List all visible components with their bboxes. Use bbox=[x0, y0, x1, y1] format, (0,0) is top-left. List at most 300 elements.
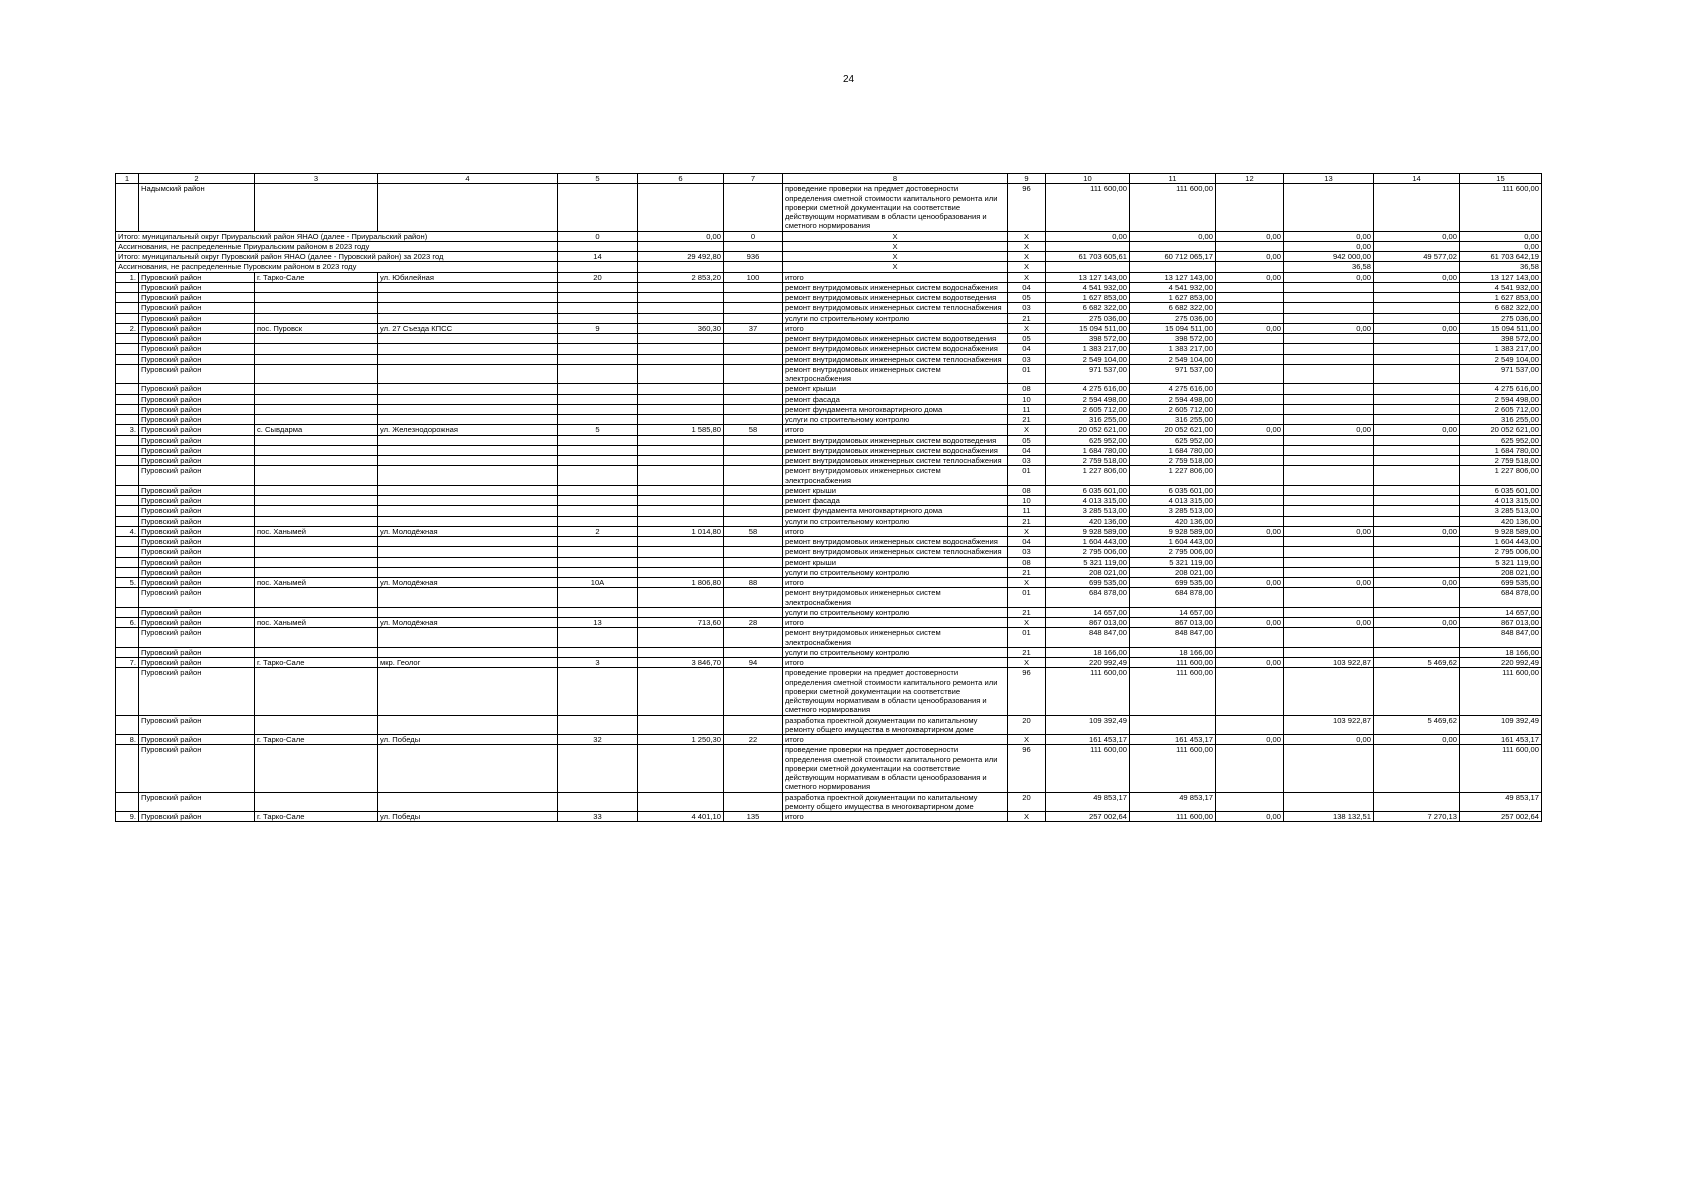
cell-c11: 111 600,00 bbox=[1130, 668, 1216, 715]
cell-c1: 5. bbox=[116, 578, 139, 588]
cell-c11: 14 657,00 bbox=[1130, 607, 1216, 617]
cell-c3 bbox=[255, 745, 378, 792]
cell-c2: Пуровский район bbox=[139, 425, 255, 435]
column-number: 5 bbox=[558, 174, 638, 184]
cell-c1 bbox=[116, 715, 139, 735]
column-number: 2 bbox=[139, 174, 255, 184]
cell-c12 bbox=[1216, 394, 1284, 404]
cell-c1: 6. bbox=[116, 618, 139, 628]
cell-c9: 01 bbox=[1008, 364, 1046, 384]
cell-c7 bbox=[724, 456, 783, 466]
cell-c7 bbox=[724, 415, 783, 425]
cell-c6 bbox=[638, 344, 724, 354]
cell-c8: ремонт крыши bbox=[783, 557, 1008, 567]
cell-c10: 867 013,00 bbox=[1046, 618, 1130, 628]
summary-cell-c11: 60 712 065,17 bbox=[1130, 252, 1216, 262]
cell-c10: 2 549 104,00 bbox=[1046, 354, 1130, 364]
cell-c3 bbox=[255, 354, 378, 364]
cell-c2: Пуровский район bbox=[139, 715, 255, 735]
cell-c9: 10 bbox=[1008, 496, 1046, 506]
cell-c13: 0,00 bbox=[1284, 578, 1374, 588]
cell-c10: 1 227 806,00 bbox=[1046, 466, 1130, 486]
cell-c2: Пуровский район bbox=[139, 607, 255, 617]
cell-c8: ремонт фасада bbox=[783, 394, 1008, 404]
cell-c13 bbox=[1284, 792, 1374, 812]
cell-c12 bbox=[1216, 456, 1284, 466]
cell-c10: 2 605 712,00 bbox=[1046, 404, 1130, 414]
cell-c15: 5 321 119,00 bbox=[1460, 557, 1542, 567]
cell-c2: Пуровский район bbox=[139, 658, 255, 668]
cell-c7 bbox=[724, 567, 783, 577]
cell-c11: 867 013,00 bbox=[1130, 618, 1216, 628]
cell-c14: 0,00 bbox=[1374, 526, 1460, 536]
cell-c1 bbox=[116, 628, 139, 648]
cell-c5 bbox=[558, 537, 638, 547]
cell-c9: X bbox=[1008, 323, 1046, 333]
cell-c12: 0,00 bbox=[1216, 812, 1284, 822]
cell-c1 bbox=[116, 485, 139, 495]
cell-c8: проведение проверки на предмет достоверности определения сметной стоимости капитального ремонта или проверки сметной документации на соответствие действующим нормативам в области ценообразования и сметного нормирования bbox=[783, 184, 1008, 231]
header-row bbox=[116, 174, 1542, 184]
cell-c11: 1 684 780,00 bbox=[1130, 445, 1216, 455]
cell-c11: 971 537,00 bbox=[1130, 364, 1216, 384]
column-number: 7 bbox=[724, 174, 783, 184]
cell-c5 bbox=[558, 668, 638, 715]
cell-c4 bbox=[378, 456, 558, 466]
cell-c3: г. Тарко-Сале bbox=[255, 658, 378, 668]
cell-c11: 111 600,00 bbox=[1130, 745, 1216, 792]
cell-c10: 316 255,00 bbox=[1046, 415, 1130, 425]
cell-c3 bbox=[255, 547, 378, 557]
column-number: 9 bbox=[1008, 174, 1046, 184]
cell-c9: 04 bbox=[1008, 445, 1046, 455]
table-row bbox=[116, 293, 1542, 303]
table-row bbox=[116, 313, 1542, 323]
cell-c3 bbox=[255, 668, 378, 715]
cell-c1 bbox=[116, 745, 139, 792]
cell-c10: 111 600,00 bbox=[1046, 745, 1130, 792]
cell-c11: 420 136,00 bbox=[1130, 516, 1216, 526]
cell-c12 bbox=[1216, 607, 1284, 617]
cell-c13 bbox=[1284, 668, 1374, 715]
cell-c14 bbox=[1374, 496, 1460, 506]
cell-c8: услуги по строительному контролю bbox=[783, 607, 1008, 617]
cell-c15: 2 549 104,00 bbox=[1460, 354, 1542, 364]
cell-c11: 1 227 806,00 bbox=[1130, 466, 1216, 486]
cell-c15: 2 605 712,00 bbox=[1460, 404, 1542, 414]
cell-c4 bbox=[378, 792, 558, 812]
cell-c14 bbox=[1374, 547, 1460, 557]
cell-c12: 0,00 bbox=[1216, 526, 1284, 536]
cell-c15: 1 627 853,00 bbox=[1460, 293, 1542, 303]
cell-c13 bbox=[1284, 516, 1374, 526]
cell-c4 bbox=[378, 415, 558, 425]
column-number: 13 bbox=[1284, 174, 1374, 184]
summary-cell-c9: X bbox=[1008, 252, 1046, 262]
cell-c7 bbox=[724, 557, 783, 567]
cell-c5 bbox=[558, 647, 638, 657]
cell-c3 bbox=[255, 715, 378, 735]
cell-c1 bbox=[116, 506, 139, 516]
cell-c9: 21 bbox=[1008, 647, 1046, 657]
cell-c8: итого bbox=[783, 425, 1008, 435]
cell-c2: Пуровский район bbox=[139, 334, 255, 344]
cell-c2: Пуровский район bbox=[139, 668, 255, 715]
cell-c8: ремонт фасада bbox=[783, 496, 1008, 506]
cell-c8: ремонт внутридомовых инженерных систем теплоснабжения bbox=[783, 303, 1008, 313]
cell-c2: Пуровский район bbox=[139, 526, 255, 536]
cell-c8: проведение проверки на предмет достоверности определения сметной стоимости капитального ремонта или проверки сметной документации на соответствие действующим нормативам в области ценообразования и сметного нормирования bbox=[783, 745, 1008, 792]
cell-c5 bbox=[558, 282, 638, 292]
cell-c15: 4 013 315,00 bbox=[1460, 496, 1542, 506]
cell-c9: 21 bbox=[1008, 516, 1046, 526]
cell-c6 bbox=[638, 456, 724, 466]
summary-label: Итого: муниципальный округ Приуральский район ЯНАО (далее - Приуральский район) bbox=[116, 231, 558, 241]
cell-c1 bbox=[116, 435, 139, 445]
cell-c9: 21 bbox=[1008, 313, 1046, 323]
cell-c13 bbox=[1284, 394, 1374, 404]
cell-c5 bbox=[558, 792, 638, 812]
cell-c1: 8. bbox=[116, 735, 139, 745]
summary-cell-c9: X bbox=[1008, 241, 1046, 251]
cell-c12 bbox=[1216, 354, 1284, 364]
table-row bbox=[116, 466, 1542, 486]
cell-c7 bbox=[724, 445, 783, 455]
summary-cell-c12: 0,00 bbox=[1216, 252, 1284, 262]
cell-c9: 03 bbox=[1008, 456, 1046, 466]
cell-c14 bbox=[1374, 445, 1460, 455]
cell-c1: 3. bbox=[116, 425, 139, 435]
cell-c8: ремонт фундамента многоквартирного дома bbox=[783, 404, 1008, 414]
cell-c12 bbox=[1216, 334, 1284, 344]
cell-c13 bbox=[1284, 293, 1374, 303]
cell-c9: 04 bbox=[1008, 282, 1046, 292]
cell-c11: 1 383 217,00 bbox=[1130, 344, 1216, 354]
cell-c12 bbox=[1216, 516, 1284, 526]
cell-c14 bbox=[1374, 394, 1460, 404]
cell-c1 bbox=[116, 607, 139, 617]
summary-cell-c7: 0 bbox=[724, 231, 783, 241]
cell-c5: 33 bbox=[558, 812, 638, 822]
cell-c2: Пуровский район bbox=[139, 293, 255, 303]
cell-c7 bbox=[724, 364, 783, 384]
summary-cell-c15: 0,00 bbox=[1460, 241, 1542, 251]
cell-c5 bbox=[558, 506, 638, 516]
cell-c12 bbox=[1216, 404, 1284, 414]
cell-c8: услуги по строительному контролю bbox=[783, 313, 1008, 323]
cell-c9: 21 bbox=[1008, 607, 1046, 617]
cell-c8: ремонт фундамента многоквартирного дома bbox=[783, 506, 1008, 516]
summary-cell-c10 bbox=[1046, 241, 1130, 251]
cell-c11: 2 605 712,00 bbox=[1130, 404, 1216, 414]
cell-c3 bbox=[255, 537, 378, 547]
cell-c14 bbox=[1374, 745, 1460, 792]
summary-cell-c8: X bbox=[783, 262, 1008, 272]
cell-c12 bbox=[1216, 435, 1284, 445]
cell-c9: X bbox=[1008, 526, 1046, 536]
cell-c3 bbox=[255, 496, 378, 506]
cell-c8: ремонт внутридомовых инженерных систем водоотведения bbox=[783, 293, 1008, 303]
cell-c10: 257 002,64 bbox=[1046, 812, 1130, 822]
cell-c12 bbox=[1216, 485, 1284, 495]
cell-c5 bbox=[558, 588, 638, 608]
cell-c6 bbox=[638, 313, 724, 323]
cell-c9: 01 bbox=[1008, 466, 1046, 486]
cell-c3 bbox=[255, 435, 378, 445]
cell-c10: 9 928 589,00 bbox=[1046, 526, 1130, 536]
table-row bbox=[116, 456, 1542, 466]
cell-c15: 684 878,00 bbox=[1460, 588, 1542, 608]
cell-c8: ремонт внутридомовых инженерных систем водоснабжения bbox=[783, 445, 1008, 455]
cell-c13: 0,00 bbox=[1284, 425, 1374, 435]
cell-c4 bbox=[378, 466, 558, 486]
summary-cell-c10 bbox=[1046, 262, 1130, 272]
cell-c4 bbox=[378, 557, 558, 567]
cell-c7 bbox=[724, 588, 783, 608]
cell-c12 bbox=[1216, 715, 1284, 735]
cell-c2: Пуровский район bbox=[139, 282, 255, 292]
cell-c11: 111 600,00 bbox=[1130, 812, 1216, 822]
cell-c5 bbox=[558, 354, 638, 364]
cell-c6 bbox=[638, 184, 724, 231]
cell-c8: ремонт крыши bbox=[783, 485, 1008, 495]
cell-c1 bbox=[116, 364, 139, 384]
cell-c9: 04 bbox=[1008, 537, 1046, 547]
cell-c2: Пуровский район bbox=[139, 516, 255, 526]
cell-c6: 1 806,80 bbox=[638, 578, 724, 588]
cell-c8: ремонт внутридомовых инженерных систем теплоснабжения bbox=[783, 456, 1008, 466]
summary-cell-c5 bbox=[558, 262, 638, 272]
cell-c3 bbox=[255, 506, 378, 516]
cell-c5 bbox=[558, 485, 638, 495]
cell-c4 bbox=[378, 313, 558, 323]
cell-c12 bbox=[1216, 364, 1284, 384]
cell-c15: 208 021,00 bbox=[1460, 567, 1542, 577]
cell-c7 bbox=[724, 496, 783, 506]
cell-c15: 161 453,17 bbox=[1460, 735, 1542, 745]
cell-c12 bbox=[1216, 384, 1284, 394]
cell-c11: 684 878,00 bbox=[1130, 588, 1216, 608]
cell-c4 bbox=[378, 496, 558, 506]
cell-c6: 1 250,30 bbox=[638, 735, 724, 745]
cell-c13 bbox=[1284, 647, 1374, 657]
cell-c4: ул. Победы bbox=[378, 735, 558, 745]
cell-c2: Пуровский район bbox=[139, 466, 255, 486]
summary-cell-c6: 29 492,80 bbox=[638, 252, 724, 262]
cell-c14: 0,00 bbox=[1374, 735, 1460, 745]
cell-c13 bbox=[1284, 496, 1374, 506]
cell-c14 bbox=[1374, 588, 1460, 608]
summary-cell-c10: 0,00 bbox=[1046, 231, 1130, 241]
cell-c8: услуги по строительному контролю bbox=[783, 415, 1008, 425]
cell-c8: разработка проектной документации по капитальному ремонту общего имущества в многоквартирном доме bbox=[783, 792, 1008, 812]
cell-c6: 713,60 bbox=[638, 618, 724, 628]
cell-c15: 2 594 498,00 bbox=[1460, 394, 1542, 404]
cell-c3: г. Тарко-Сале bbox=[255, 812, 378, 822]
cell-c5 bbox=[558, 516, 638, 526]
table-row bbox=[116, 496, 1542, 506]
cell-c3 bbox=[255, 445, 378, 455]
cell-c13 bbox=[1284, 745, 1374, 792]
cell-c15: 1 227 806,00 bbox=[1460, 466, 1542, 486]
table-row bbox=[116, 506, 1542, 516]
cell-c4 bbox=[378, 404, 558, 414]
table-row bbox=[116, 344, 1542, 354]
cell-c2: Пуровский район bbox=[139, 792, 255, 812]
table-row bbox=[116, 435, 1542, 445]
cell-c12 bbox=[1216, 588, 1284, 608]
cell-c12 bbox=[1216, 745, 1284, 792]
cell-c8: услуги по строительному контролю bbox=[783, 567, 1008, 577]
cell-c7 bbox=[724, 628, 783, 648]
cell-c3 bbox=[255, 607, 378, 617]
cell-c15: 111 600,00 bbox=[1460, 745, 1542, 792]
cell-c12 bbox=[1216, 313, 1284, 323]
cell-c15: 9 928 589,00 bbox=[1460, 526, 1542, 536]
cell-c11: 316 255,00 bbox=[1130, 415, 1216, 425]
cell-c10: 848 847,00 bbox=[1046, 628, 1130, 648]
cell-c10: 1 383 217,00 bbox=[1046, 344, 1130, 354]
table-row bbox=[116, 628, 1542, 648]
cell-c5 bbox=[558, 628, 638, 648]
cell-c10: 2 594 498,00 bbox=[1046, 394, 1130, 404]
cell-c9: 96 bbox=[1008, 745, 1046, 792]
cell-c11: 111 600,00 bbox=[1130, 184, 1216, 231]
cell-c11: 848 847,00 bbox=[1130, 628, 1216, 648]
table-row bbox=[116, 445, 1542, 455]
summary-cell-c15: 0,00 bbox=[1460, 231, 1542, 241]
cell-c10: 111 600,00 bbox=[1046, 184, 1130, 231]
summary-cell-c13: 0,00 bbox=[1284, 231, 1374, 241]
column-number: 14 bbox=[1374, 174, 1460, 184]
cell-c8: ремонт внутридомовых инженерных систем водоснабжения bbox=[783, 344, 1008, 354]
cell-c14 bbox=[1374, 506, 1460, 516]
cell-c9: 05 bbox=[1008, 334, 1046, 344]
cell-c4: ул. 27 Съезда КПСС bbox=[378, 323, 558, 333]
table-row bbox=[116, 354, 1542, 364]
cell-c2: Пуровский район bbox=[139, 812, 255, 822]
cell-c13 bbox=[1284, 184, 1374, 231]
cell-c4 bbox=[378, 715, 558, 735]
cell-c8: итого bbox=[783, 578, 1008, 588]
cell-c11: 275 036,00 bbox=[1130, 313, 1216, 323]
cell-c3 bbox=[255, 415, 378, 425]
cell-c5 bbox=[558, 557, 638, 567]
cell-c7: 94 bbox=[724, 658, 783, 668]
column-number: 15 bbox=[1460, 174, 1542, 184]
cell-c4 bbox=[378, 435, 558, 445]
table-row bbox=[116, 547, 1542, 557]
cell-c11: 2 594 498,00 bbox=[1130, 394, 1216, 404]
cell-c15: 2 795 006,00 bbox=[1460, 547, 1542, 557]
cell-c2: Пуровский район bbox=[139, 313, 255, 323]
cell-c4 bbox=[378, 537, 558, 547]
table-row bbox=[116, 282, 1542, 292]
cell-c14: 0,00 bbox=[1374, 323, 1460, 333]
cell-c13: 138 132,51 bbox=[1284, 812, 1374, 822]
cell-c15: 4 541 932,00 bbox=[1460, 282, 1542, 292]
cell-c15: 15 094 511,00 bbox=[1460, 323, 1542, 333]
cell-c5 bbox=[558, 293, 638, 303]
cell-c14 bbox=[1374, 628, 1460, 648]
cell-c6: 1 585,80 bbox=[638, 425, 724, 435]
cell-c4 bbox=[378, 647, 558, 657]
cell-c15: 625 952,00 bbox=[1460, 435, 1542, 445]
cell-c3: г. Тарко-Сале bbox=[255, 735, 378, 745]
summary-label: Итого: муниципальный округ Пуровский район ЯНАО (далее - Пуровский район) за 2023 год bbox=[116, 252, 558, 262]
cell-c15: 4 275 616,00 bbox=[1460, 384, 1542, 394]
cell-c15: 971 537,00 bbox=[1460, 364, 1542, 384]
cell-c6 bbox=[638, 435, 724, 445]
cell-c14: 0,00 bbox=[1374, 578, 1460, 588]
cell-c11: 49 853,17 bbox=[1130, 792, 1216, 812]
table-row bbox=[116, 715, 1542, 735]
cell-c3 bbox=[255, 313, 378, 323]
cell-c6 bbox=[638, 516, 724, 526]
summary-cell-c15: 61 703 642,19 bbox=[1460, 252, 1542, 262]
cell-c5 bbox=[558, 715, 638, 735]
cell-c3 bbox=[255, 384, 378, 394]
cell-c6 bbox=[638, 607, 724, 617]
cell-c9: 11 bbox=[1008, 404, 1046, 414]
cell-c4 bbox=[378, 547, 558, 557]
cell-c13 bbox=[1284, 607, 1374, 617]
cell-c3 bbox=[255, 404, 378, 414]
cell-c14 bbox=[1374, 607, 1460, 617]
table-row bbox=[116, 647, 1542, 657]
cell-c3 bbox=[255, 334, 378, 344]
cell-c4: ул. Молодёжная bbox=[378, 618, 558, 628]
cell-c15: 6 035 601,00 bbox=[1460, 485, 1542, 495]
cell-c15: 13 127 143,00 bbox=[1460, 272, 1542, 282]
cell-c11: 1 604 443,00 bbox=[1130, 537, 1216, 547]
cell-c8: проведение проверки на предмет достоверности определения сметной стоимости капитального ремонта или проверки сметной документации на соответствие действующим нормативам в области ценообразования и сметного нормирования bbox=[783, 668, 1008, 715]
summary-cell-c5 bbox=[558, 241, 638, 251]
cell-c2: Надымский район bbox=[139, 184, 255, 231]
cell-c1 bbox=[116, 282, 139, 292]
cell-c14: 7 270,13 bbox=[1374, 812, 1460, 822]
cell-c2: Пуровский район bbox=[139, 323, 255, 333]
table-row bbox=[116, 425, 1542, 435]
cell-c6 bbox=[638, 715, 724, 735]
cell-c3 bbox=[255, 516, 378, 526]
cell-c14 bbox=[1374, 435, 1460, 445]
cell-c11: 161 453,17 bbox=[1130, 735, 1216, 745]
cell-c13 bbox=[1284, 334, 1374, 344]
cell-c13 bbox=[1284, 415, 1374, 425]
cell-c1 bbox=[116, 313, 139, 323]
cell-c6 bbox=[638, 394, 724, 404]
cell-c4 bbox=[378, 303, 558, 313]
cell-c7 bbox=[724, 293, 783, 303]
cell-c3 bbox=[255, 184, 378, 231]
cell-c3 bbox=[255, 485, 378, 495]
cell-c15: 420 136,00 bbox=[1460, 516, 1542, 526]
cell-c15: 111 600,00 bbox=[1460, 184, 1542, 231]
cell-c13 bbox=[1284, 567, 1374, 577]
cell-c12 bbox=[1216, 567, 1284, 577]
table-row bbox=[116, 334, 1542, 344]
cell-c2: Пуровский район bbox=[139, 578, 255, 588]
cell-c6 bbox=[638, 537, 724, 547]
cell-c6 bbox=[638, 384, 724, 394]
cell-c12: 0,00 bbox=[1216, 323, 1284, 333]
cell-c7 bbox=[724, 516, 783, 526]
cell-c1: 7. bbox=[116, 658, 139, 668]
cell-c5 bbox=[558, 496, 638, 506]
cell-c14 bbox=[1374, 456, 1460, 466]
cell-c6: 1 014,80 bbox=[638, 526, 724, 536]
